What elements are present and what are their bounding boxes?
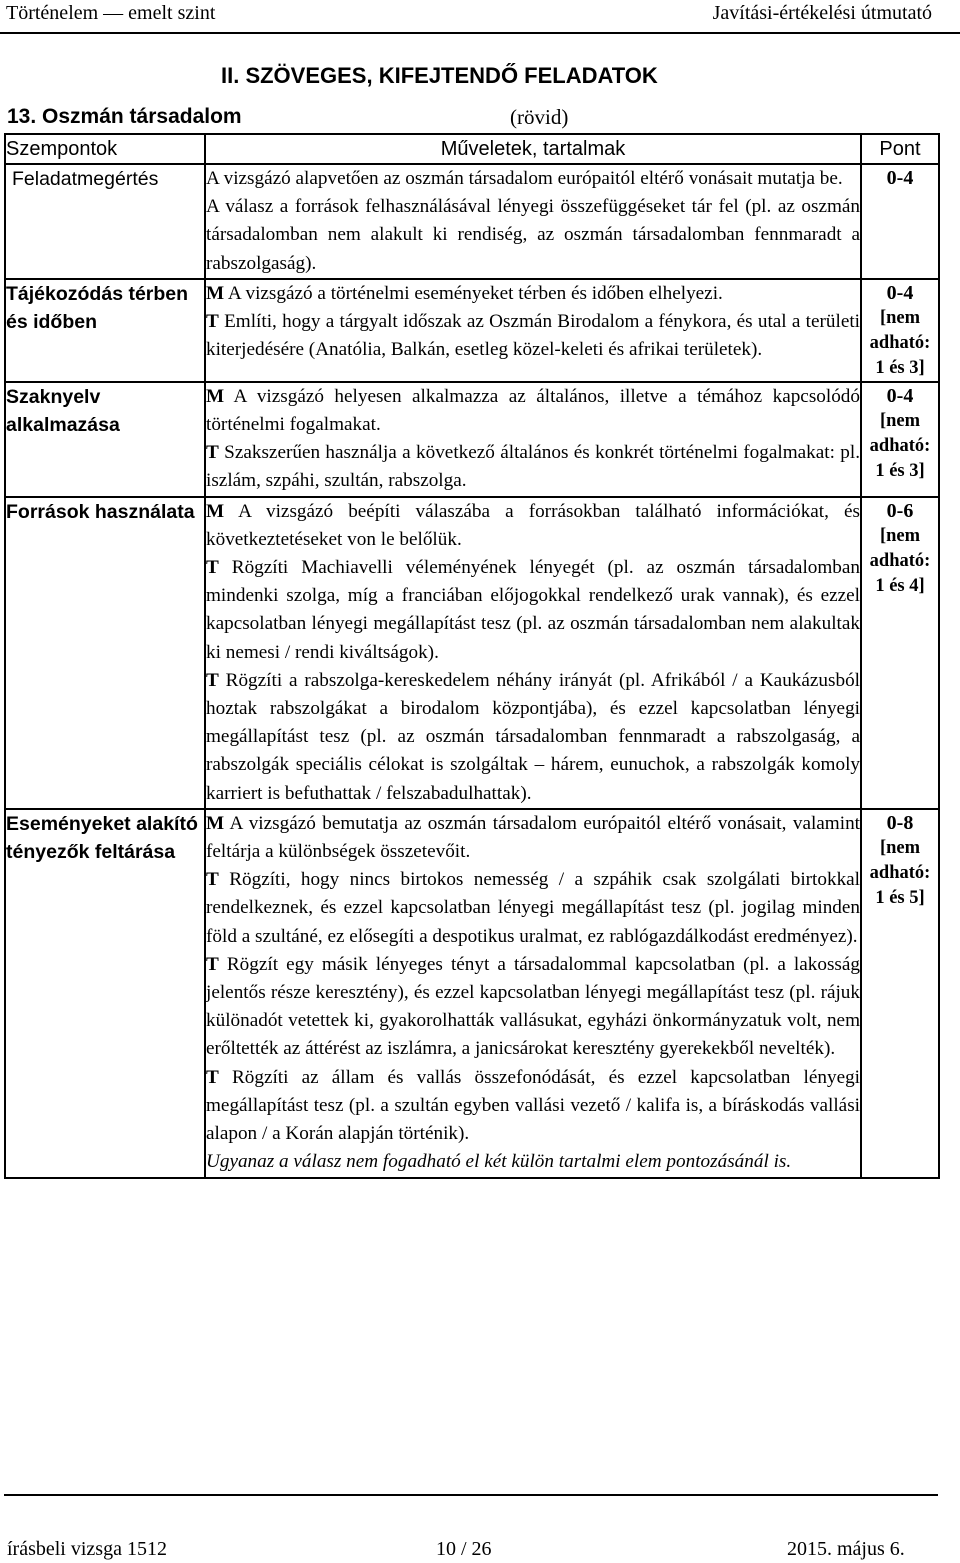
level-marker: M <box>206 500 225 522</box>
level-marker: T <box>206 311 219 333</box>
table-row <box>5 809 939 1178</box>
operation-text: Említi, hogy a tárgyalt időszak az Oszmán Birodalom a fénykora, és utal a területi kiterjedésére (Anatólia, Balkán, esetleg közel-keleti és afrikai területek). <box>206 311 861 361</box>
score-range: 0-4 <box>886 281 914 304</box>
operations-cell <box>205 164 861 279</box>
operation-paragraph <box>206 498 860 554</box>
operation-text: A vizsgázó alapvetően az oszmán társadalom európaitól eltérő vonásait mutatja be. <box>206 168 843 189</box>
criterion-label: Tájékozódás térben és időben <box>5 279 205 382</box>
footer-date: 2015. május 6. <box>787 1538 905 1560</box>
criterion-label: Szaknyelv alkalmazása <box>5 382 205 497</box>
score-restriction: adható: <box>869 550 931 571</box>
operation-text: Rögzít egy másik lényeges tényt a társadalommal kapcsolatban (pl. a lakosság jelentős része keresztény), és ezzel kapcsolatban lényegi megállapítást tesz (pl. rájuk különadót vetettek ki, gyakorolhatták vallásukat, egyházi önkormányzatuk volt, nem erőltették az áttérést az iszlámra, a janicsárokat keresztény gyerekekből nevelték). <box>206 953 861 1060</box>
points-cell <box>861 497 939 809</box>
score-restriction: [nem <box>879 525 921 546</box>
operation-paragraph <box>206 951 860 1064</box>
score-restriction: 1 és 3] <box>875 460 925 481</box>
task-title: 13. Oszmán társadalom <box>7 105 242 128</box>
operation-text: A vizsgázó beépíti válaszába a forrásokban található információkat, és következtetéseket von le belőlük. <box>206 500 860 550</box>
operation-paragraph <box>206 554 860 667</box>
criterion-label: Feladatmegértés <box>5 164 205 279</box>
operation-paragraph <box>206 308 860 364</box>
score-range: 0-6 <box>886 499 914 522</box>
points-cell <box>861 279 939 382</box>
table-header-row <box>5 134 939 164</box>
level-marker: T <box>206 557 219 579</box>
italic-note: Ugyanaz a válasz nem fogadható el két külön tartalmi elem pontozásánál is. <box>206 1151 792 1173</box>
task-type: (rövid) <box>510 105 569 129</box>
points-cell <box>861 382 939 497</box>
page-header <box>0 0 960 34</box>
operations-cell <box>205 497 861 809</box>
operation-text: A válasz a források felhasználásával lényegi összefüggéseket tár fel (pl. az oszmán társadalomban nem alakult ki rendiség, az oszmán társadalomban fennmaradt a rabszolgaság). <box>206 196 860 274</box>
operation-paragraph <box>206 667 860 808</box>
operation-paragraph <box>206 810 860 866</box>
operation-text: A vizsgázó bemutatja az oszmán társadalom európaitól eltérő vonásait, valamint feltárja a különbségek összetevőit. <box>206 812 860 863</box>
header-criteria: Szempontok <box>5 134 205 164</box>
criterion-label: Eseményeket alakító tényezők feltárása <box>5 809 205 1178</box>
score-restriction: 1 és 5] <box>875 887 925 908</box>
scoring-table <box>4 133 940 1179</box>
points-cell <box>861 809 939 1178</box>
operation-text: Rögzíti Machiavelli véleményének lényegét (pl. az oszmán társadalomban mindenki szolga, míg a franciában előjogokkal rendelkező urak vannak), és ezzel kapcsolatban lényegi megállapítást tesz (pl. az oszmán társadalomban nem alakultak ki nemesi / rendi kiváltságok). <box>206 557 860 663</box>
footer-divider <box>4 1494 938 1496</box>
operations-cell <box>205 279 861 382</box>
table-row <box>5 164 939 279</box>
operation-text: Szakszerűen használja a következő általános és konkrét történelmi fogalmakat: pl. iszlám, szpáhi, szultán, rabszolga. <box>206 442 860 492</box>
score-range: 0-8 <box>886 811 914 834</box>
operation-text: A vizsgázó helyesen alkalmazza az általános, illetve a témához kapcsolódó történelmi fogalmakat. <box>206 385 860 436</box>
footer-exam-code: írásbeli vizsga 1512 <box>7 1538 167 1560</box>
operation-text: Rögzíti, hogy nincs birtokos nemesség / a szpáhik csak szolgálati birtokkal rendelkeznek, és ezzel kapcsolatban lényegi megállapítást tesz (pl. jogilag minden föld a szultáné, ez elősegíti a despotikus uralmat, ez rablógazdálkodást eredményez). <box>206 869 861 947</box>
operation-paragraph <box>206 439 860 495</box>
header-doc-type: Javítási-értékelési útmutató <box>712 2 932 24</box>
score-restriction: adható: <box>869 332 931 353</box>
score-range: 0-4 <box>886 384 914 407</box>
operation-paragraph <box>206 383 860 439</box>
level-marker: T <box>206 669 219 691</box>
section-title: II. SZÖVEGES, KIFEJTENDŐ FELADATOK <box>221 63 658 88</box>
operation-paragraph <box>206 1064 860 1149</box>
level-marker: T <box>206 953 219 975</box>
operation-text: A vizsgázó a történelmi eseményeket térben és időben elhelyezi. <box>227 282 723 304</box>
score-restriction: 1 és 4] <box>875 575 925 596</box>
points-cell <box>861 164 939 279</box>
footer-page-number: 10 / 26 <box>436 1538 492 1560</box>
operation-paragraph <box>206 193 860 278</box>
score-range: 0-4 <box>886 167 914 189</box>
level-marker: T <box>206 442 219 464</box>
score-restriction: [nem <box>879 410 921 431</box>
score-restriction: [nem <box>879 837 921 858</box>
level-marker: T <box>206 1066 219 1088</box>
operation-text: Rögzíti az állam és vallás összefonódását, és ezzel kapcsolatban lényegi megállapítást tesz (pl. a szultán egyben vallási vezető / kalifa is, a bíráskodás vallási alapon / a Korán alapján történik). <box>206 1066 861 1145</box>
level-marker: M <box>206 812 225 834</box>
table-row <box>5 279 939 382</box>
level-marker: M <box>206 282 225 304</box>
score-restriction: [nem <box>879 307 921 328</box>
header-points: Pont <box>861 134 939 164</box>
level-marker: M <box>206 385 225 407</box>
score-restriction: 1 és 3] <box>875 357 925 378</box>
operations-cell <box>205 809 861 1178</box>
table-row <box>5 382 939 497</box>
header-subject: Történelem — emelt szint <box>6 2 216 24</box>
score-restriction: adható: <box>869 435 931 456</box>
operation-paragraph <box>206 165 860 193</box>
header-operations: Műveletek, tartalmak <box>205 134 861 164</box>
level-marker: T <box>206 869 219 891</box>
score-restriction: adható: <box>869 862 931 883</box>
criterion-label: Források használata <box>5 497 205 809</box>
table-row <box>5 497 939 809</box>
operations-cell <box>205 382 861 497</box>
operation-text: Rögzíti a rabszolga-kereskedelem néhány irányát (pl. Afrikából / a Kaukázusból hoztak rabszolgákat a birodalom központjába), és ezzel kapcsolatban lényegi megállapítást tesz (pl. az oszmán társadalomban fennmaradt a rabszolgaság, a rabszolgák speciális célokat is szolgáltak – hárem, eunuchok, a rabszolgák komoly karriert is befuthattak / felszabadulhattak). <box>206 669 860 804</box>
operation-paragraph <box>206 866 860 951</box>
operation-paragraph <box>206 280 860 308</box>
